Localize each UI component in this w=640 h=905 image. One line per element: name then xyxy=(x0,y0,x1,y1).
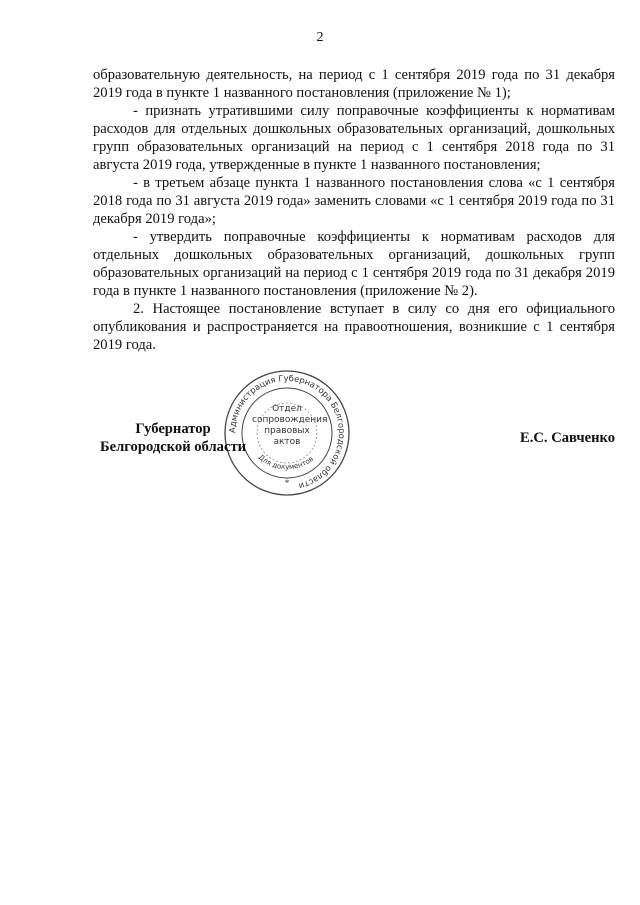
signatory-title xyxy=(93,420,253,456)
stamp-line: актов xyxy=(273,437,301,447)
stamp-inner-arc: Для документов xyxy=(256,453,315,472)
stamp-ring-text: Администрация Губернатора Белгородской области xyxy=(226,372,348,492)
svg-text:*: * xyxy=(284,478,290,488)
paragraph-continuation: образовательную деятельность, на период с 1 сентября 2019 года по 31 декабря 2019 года в пункте 1 названного постановления (приложение № 1); xyxy=(93,67,615,101)
paragraph-item-approve: - утвердить поправочные коэффициенты к нормативам расходов для отдельных дошкольных образовательных организаций, дошкольных групп образовательных организаций на период с 1 сентября 2019 года по 31 декабря 2019 года в пункте 1 названного постановления (приложение № 2). xyxy=(93,229,615,299)
signatory-name: Е.С. Савченко xyxy=(519,430,615,446)
signature-block xyxy=(93,420,615,460)
paragraph-item-replace: - в третьем абзаце пункта 1 названного постановления слова «с 1 сентября 2018 года по 31 августа 2019 года» заменить словами «с 1 сентября 2019 года по 31 декабря 2019 года»; xyxy=(93,175,615,227)
stamp-line: Отдел xyxy=(272,404,302,414)
signatory-title-line: Губернатор xyxy=(135,421,211,437)
paragraph-effective-date: 2. Настоящее постановление вступает в силу со дня его официального опубликования и распространяется на правоотношения, возникшие с 1 сентября 2019 года. xyxy=(93,301,615,353)
page-number: 2 xyxy=(316,30,324,45)
document-body xyxy=(93,66,615,354)
signatory-title-line: Белгородской области xyxy=(99,439,247,455)
stamp-line: правовых xyxy=(264,426,310,436)
stamp-line: сопровождения xyxy=(252,415,328,425)
paragraph-item-revoke: - признать утратившими силу поправочные коэффициенты к нормативам расходов для отдельных дошкольных образовательных организаций, дошкольных групп образовательных организаций на период с 1 сентября 2018 года по 31 августа 2019 года, утвержденные в пункте 1 названного постановления; xyxy=(93,103,615,173)
